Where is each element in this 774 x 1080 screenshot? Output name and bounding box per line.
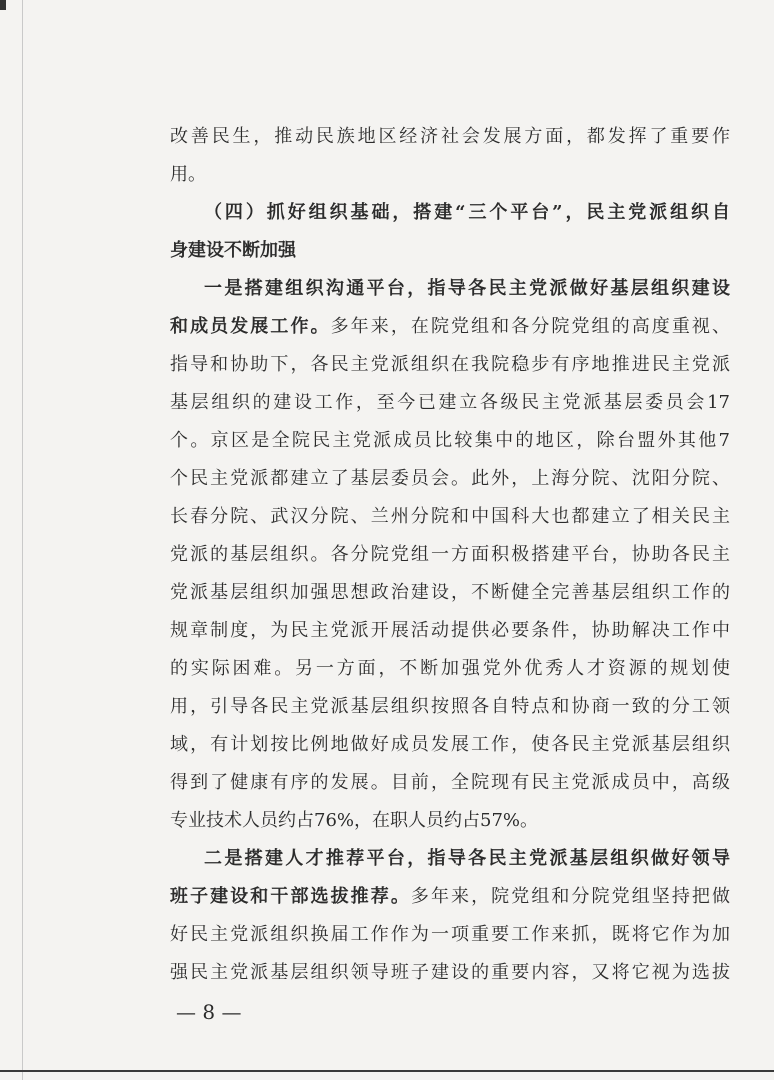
body-line: 长春分院、武汉分院、兰州分院和中国科大也都建立了相关民主 [170,506,730,527]
body-line: 基层组织的建设工作，至今已建立各级民主党派基层委员会17 [170,392,730,413]
paragraph-lead: 和成员发展工作。 [170,316,331,337]
scan-corner-mark [0,0,6,10]
paragraph-lead: 一是搭建组织沟通平台，指导各民主党派做好基层组织建设 [204,278,730,299]
body-line: 个民主党派都建立了基层委员会。此外，上海分院、沈阳分院、 [170,468,730,489]
section-heading: 身建设不断加强 [170,240,296,261]
body-line: 用，引导各民主党派基层组织按照各自特点和协商一致的分工领 [170,696,730,717]
body-line: 的实际困难。另一方面，不断加强党外优秀人才资源的规划使 [170,658,730,679]
body-line [170,312,730,338]
body-text: 多年来，院党组和分院党组坚持把做 [410,886,730,907]
body-line: 好民主党派组织换届工作作为一项重要工作来抓，既将它作为加 [170,924,730,945]
body-line: 强民主党派基层组织领导班子建设的重要内容，又将它视为选拔 [170,962,730,983]
body-line: 用。 [170,164,206,185]
body-line: 党派基层组织加强思想政治建设，不断健全完善基层组织工作的 [170,582,730,603]
body-line: 规章制度，为民主党派开展活动提供必要条件，协助解决工作中 [170,620,730,641]
body-line [170,882,730,908]
paragraph-lead: 二是搭建人才推荐平台，指导各民主党派基层组织做好领导 [204,848,730,869]
scan-left-edge [22,0,23,1080]
body-text: 多年来，在院党组和各分院党组的高度重视、 [330,316,730,337]
body-line: 指导和协助下，各民主党派组织在我院稳步有序地推进民主党派 [170,354,730,375]
section-heading: （四）抓好组织基础，搭建“三个平台”，民主党派组织自 [204,202,730,223]
body-line: 个。京区是全院民主党派成员比较集中的地区，除台盟外其他7 [170,430,730,451]
page-number: — 8 — [176,1000,242,1024]
body-line: 专业技术人员约占76%，在职人员约占57%。 [170,810,539,831]
scan-bottom-edge [0,1070,774,1072]
body-line: 域，有计划按比例地做好成员发展工作，使各民主党派基层组织 [170,734,730,755]
body-line: 改善民生，推动民族地区经济社会发展方面，都发挥了重要作 [170,126,730,147]
paragraph-lead: 班子建设和干部选拔推荐。 [170,886,411,907]
body-line: 党派的基层组织。各分院党组一方面积极搭建平台，协助各民主 [170,544,730,565]
body-line: 得到了健康有序的发展。目前，全院现有民主党派成员中，高级 [170,772,730,793]
